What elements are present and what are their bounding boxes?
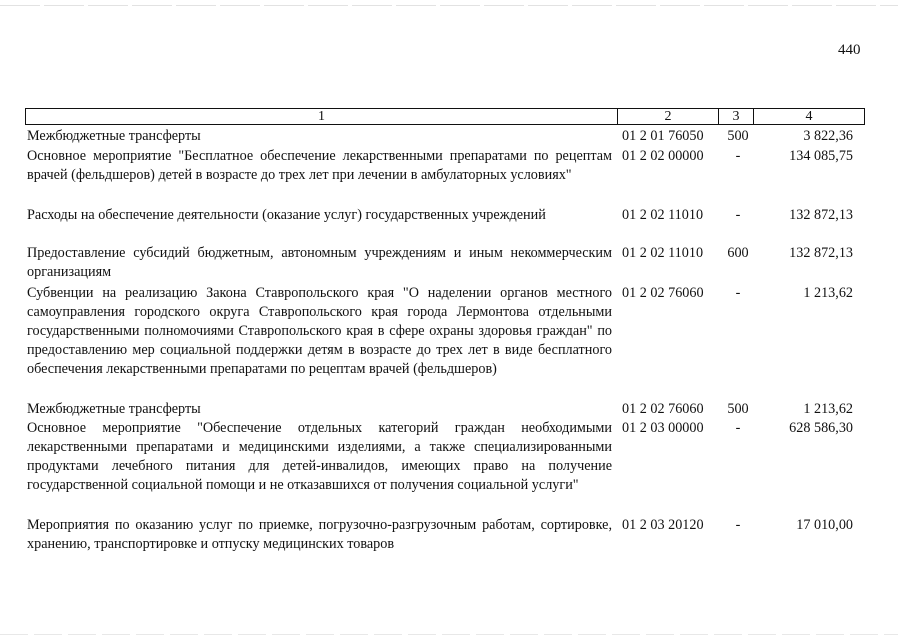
header-col-4: 4 xyxy=(805,109,813,124)
budget-table xyxy=(25,108,865,552)
row-amount: 132 872,13 xyxy=(789,245,853,261)
row-type: 500 xyxy=(727,401,749,417)
row-amount: 132 872,13 xyxy=(789,207,853,223)
row-name: Основное мероприятие "Бесплатное обеспечение лекарственными препаратами по рецептам врачей (фельдшеров) детей в возрасте до трех лет при лечении в амбулаторных условиях" xyxy=(27,148,612,183)
row-amount: 134 085,75 xyxy=(789,148,853,164)
row-name: Межбюджетные трансферты xyxy=(27,128,201,144)
row-code: 01 2 02 76060 xyxy=(622,401,704,417)
row-type: - xyxy=(735,420,741,436)
row-type: - xyxy=(735,285,741,301)
row-name: Межбюджетные трансферты xyxy=(27,401,201,417)
row-amount: 1 213,62 xyxy=(803,285,853,301)
row-type: - xyxy=(735,148,741,164)
table-header-row xyxy=(25,108,865,125)
row-code: 01 2 02 00000 xyxy=(622,148,704,164)
row-code: 01 2 03 00000 xyxy=(622,420,704,436)
scan-edge-top xyxy=(0,5,898,6)
page-number: 440 xyxy=(838,42,861,58)
row-name: Основное мероприятие "Обеспечение отдельных категорий граждан необходимыми лекарственными препаратами и медицинскими изделиями, а также специализированными продуктами лечебного питания для детей-инвалидов, имеющих право на получение государственной социальной помощи и не отказавшихся от получения социальной услуги" xyxy=(27,420,612,493)
row-name: Расходы на обеспечение деятельности (оказание услуг) государственных учреждений xyxy=(27,207,546,223)
row-name: Мероприятия по оказанию услуг по приемке, погрузочно-разгрузочным работам, сортировке, хранению, транспортировке и отпуску медицинских товаров xyxy=(27,517,612,552)
row-name: Предоставление субсидий бюджетным, автономным учреждениям и иным некоммерческим организациям xyxy=(27,245,612,280)
row-amount: 1 213,62 xyxy=(803,401,853,417)
header-col-1: 1 xyxy=(26,109,618,124)
scan-edge-bottom xyxy=(0,634,898,635)
row-name: Субвенции на реализацию Закона Ставропольского края "О наделении органов местного самоуправления городского округа Ставропольского края города Лермонтова отдельными государственными полномочиями Ставропольского края в сфере охраны здоровья граждан" по предоставлению мер социальной поддержки детям в возрасте до трех лет в виде бесплатного обеспечения лекарственными препаратами по рецептам врачей (фельдшеров) xyxy=(27,285,612,377)
row-type: 500 xyxy=(727,128,749,144)
row-code: 01 2 03 20120 xyxy=(622,517,704,533)
row-code: 01 2 01 76050 xyxy=(622,128,704,144)
row-type: - xyxy=(735,517,741,533)
row-amount: 17 010,00 xyxy=(796,517,853,533)
row-code: 01 2 02 76060 xyxy=(622,285,704,301)
row-code: 01 2 02 11010 xyxy=(622,245,704,261)
row-type: 600 xyxy=(727,245,749,261)
header-col-3: 3 xyxy=(719,109,754,124)
row-amount: 3 822,36 xyxy=(803,128,853,144)
row-type: - xyxy=(735,207,741,223)
row-code: 01 2 02 11010 xyxy=(622,207,704,223)
header-col-2: 2 xyxy=(618,109,719,124)
row-amount: 628 586,30 xyxy=(789,420,853,436)
